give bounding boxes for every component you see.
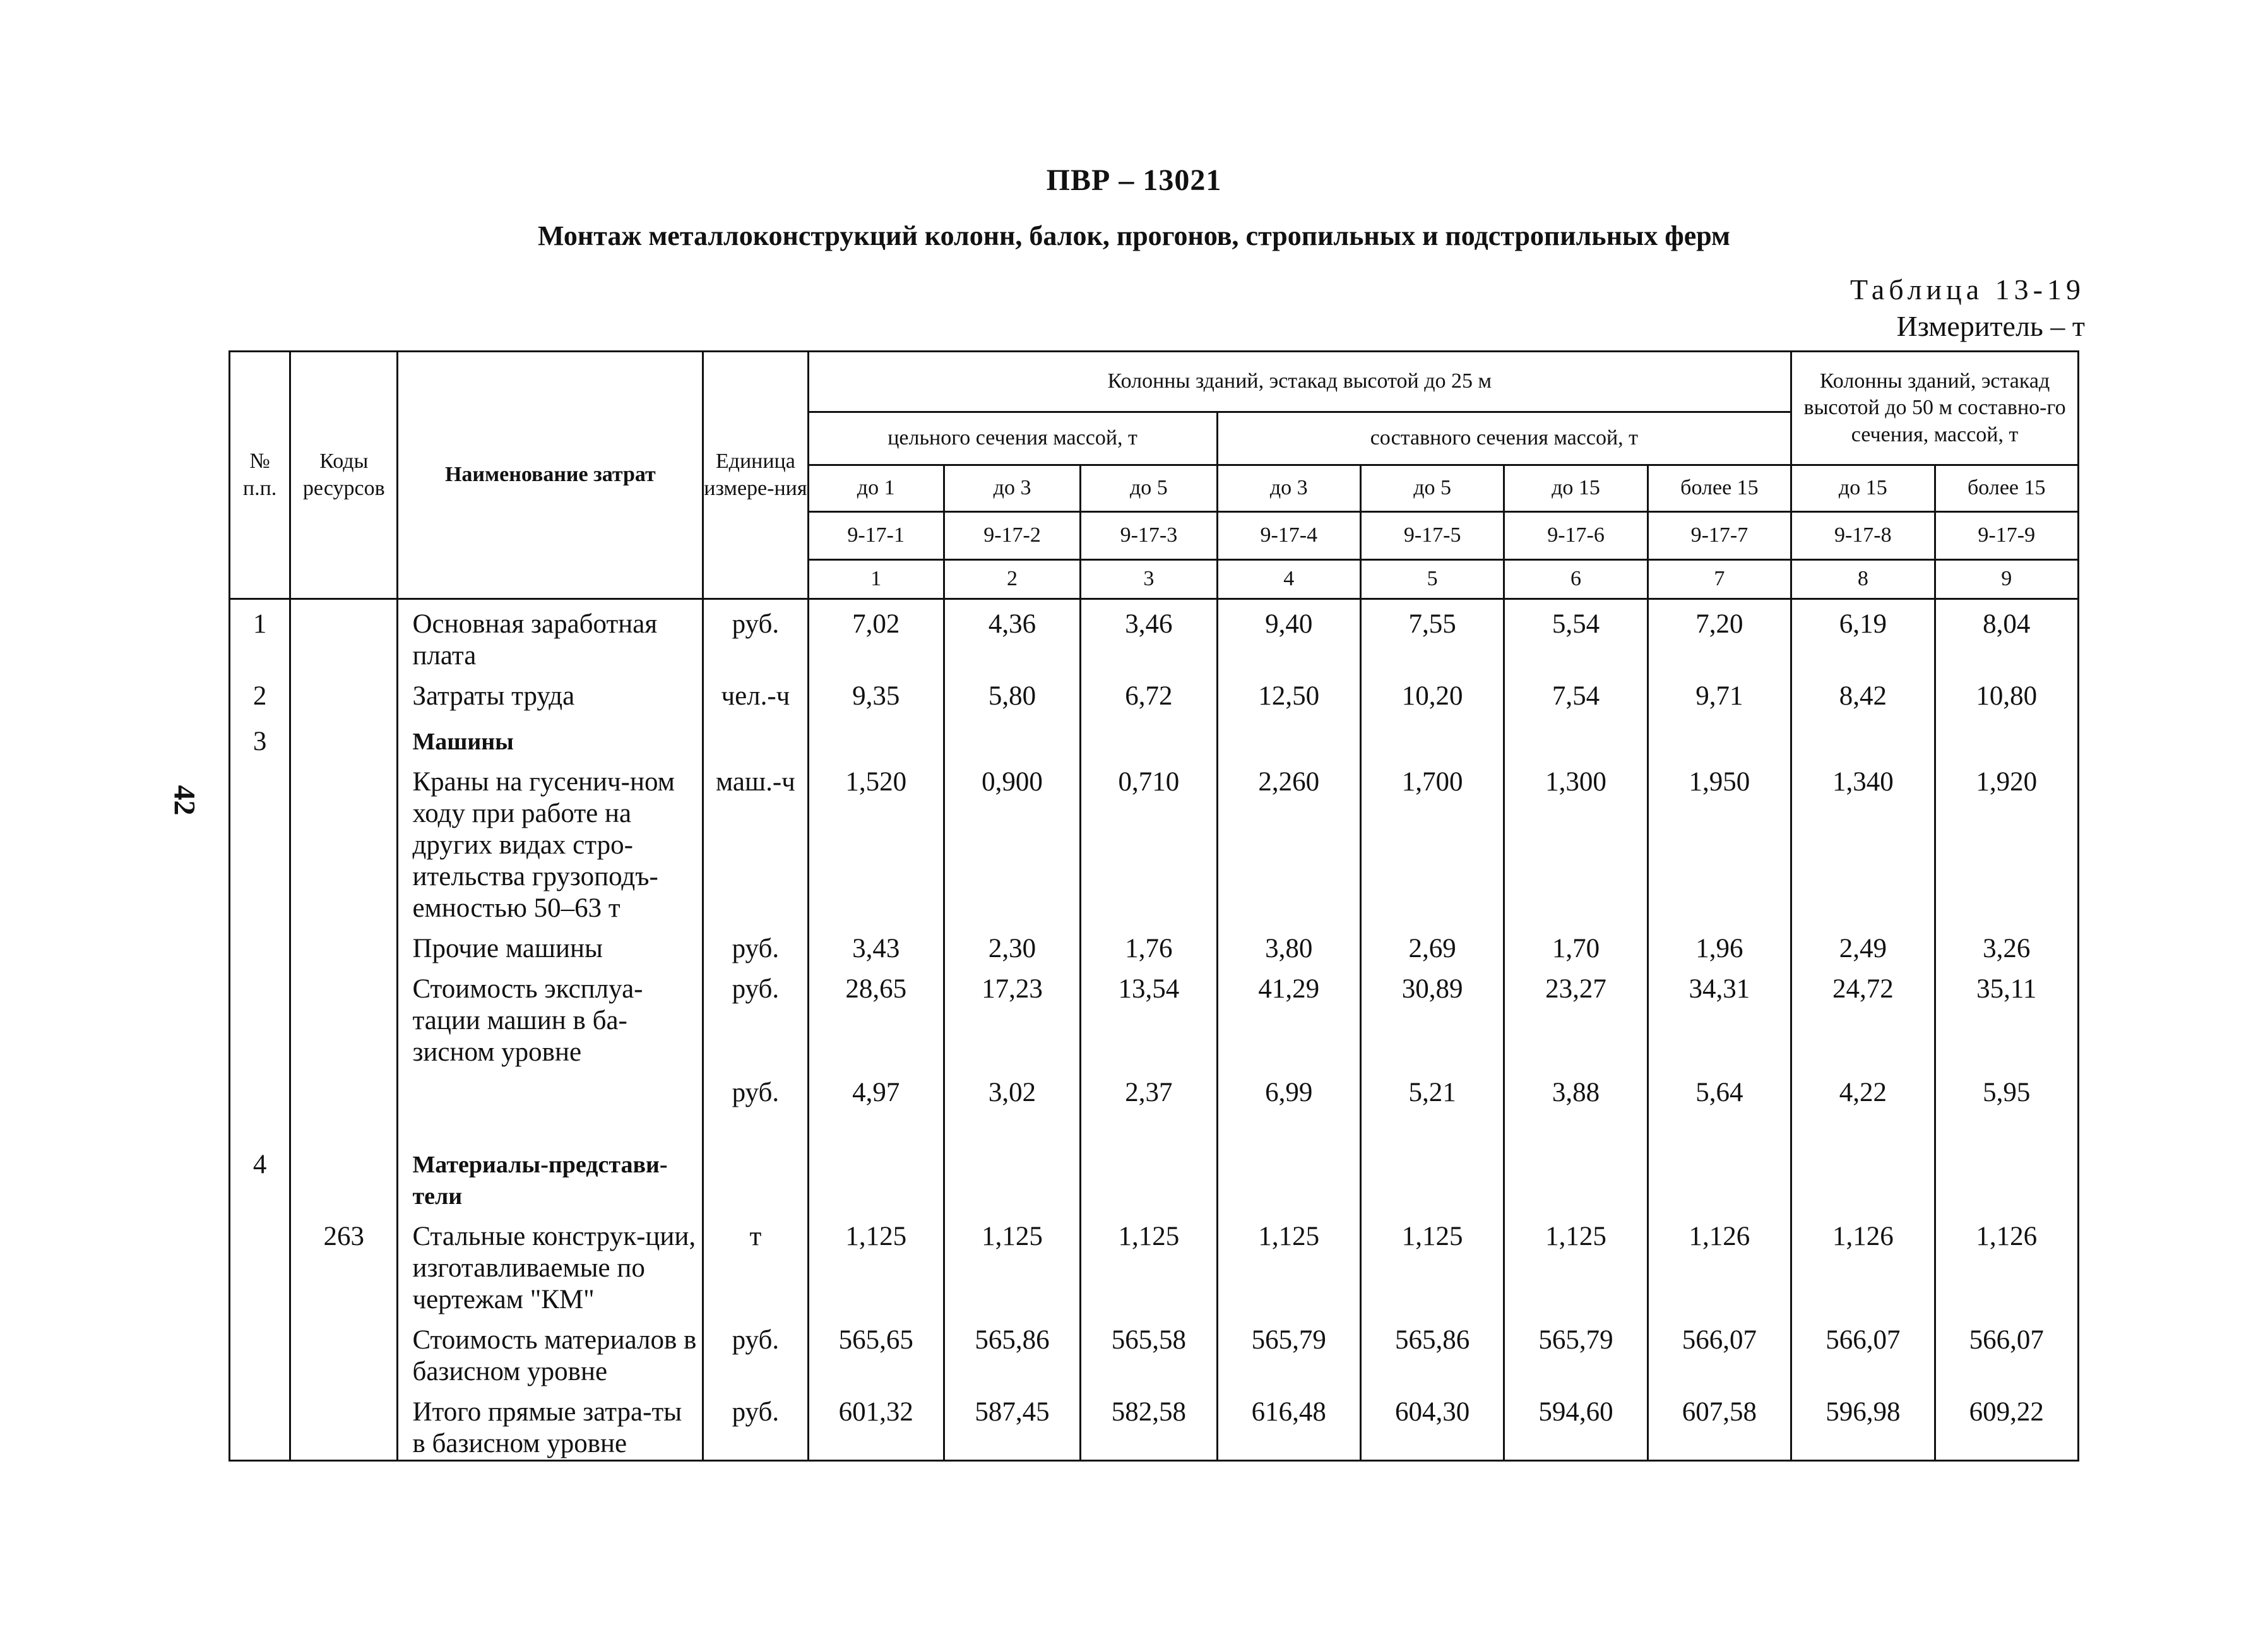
value-cell: 17,23 [944, 965, 1080, 1068]
cost-name: Машины [398, 717, 703, 758]
row-number [230, 1316, 290, 1388]
header-solid-section: цельного сечения массой, т [808, 412, 1217, 465]
value-cell: 594,60 [1504, 1388, 1648, 1461]
code-cell: 9-17-9 [1935, 512, 2079, 560]
table-row [230, 758, 2079, 924]
header-name: Наименование затрат [398, 352, 703, 599]
value-cell: 596,98 [1791, 1388, 1935, 1461]
value-cell [1504, 1140, 1648, 1212]
value-cell: 616,48 [1217, 1388, 1360, 1461]
cost-name: Стальные конструк-ции, изготавливаемые по чертежам "КМ" [398, 1212, 703, 1316]
value-cell: 41,29 [1217, 965, 1360, 1068]
value-cell: 13,54 [1081, 965, 1217, 1068]
value-cell: 10,20 [1360, 672, 1504, 717]
code-cell: 9-17-4 [1217, 512, 1360, 560]
unit-of-measure: т [703, 1212, 808, 1316]
value-cell: 566,07 [1648, 1316, 1791, 1388]
resource-code [290, 672, 398, 717]
resource-code [290, 717, 398, 758]
value-cell: 565,86 [1360, 1316, 1504, 1388]
value-cell: 4,97 [808, 1068, 944, 1140]
header-group-25: Колонны зданий, эстакад высотой до 25 м [808, 352, 1791, 412]
value-cell: 1,125 [1504, 1212, 1648, 1316]
resource-code: 263 [290, 1212, 398, 1316]
cost-name: Краны на гусенич-ном ходу при работе на других видах стро-ительства грузоподъ-емностью 50–63 т [398, 758, 703, 924]
row-number [230, 1212, 290, 1316]
value-cell: 1,920 [1935, 758, 2079, 924]
value-cell: 9,35 [808, 672, 944, 717]
value-cell [1648, 717, 1791, 758]
value-cell: 34,31 [1648, 965, 1791, 1068]
resource-code [290, 1068, 398, 1140]
unit-of-measure: чел.-ч [703, 672, 808, 717]
value-cell: 6,99 [1217, 1068, 1360, 1140]
value-cell [1791, 717, 1935, 758]
unit-label: Измеритель – т [1896, 310, 2085, 342]
resource-code [290, 924, 398, 965]
table-row [230, 1068, 2079, 1140]
column-number: 4 [1217, 560, 1360, 599]
column-number: 7 [1648, 560, 1791, 599]
value-cell [944, 717, 1080, 758]
header-composite-section: составного сечения массой, т [1217, 412, 1791, 465]
cost-name [398, 1068, 703, 1140]
value-cell: 609,22 [1935, 1388, 2079, 1461]
value-cell [1935, 717, 2079, 758]
header-no: № п.п. [230, 352, 290, 599]
mass-cell: более 15 [1648, 465, 1791, 512]
value-cell: 1,76 [1081, 924, 1217, 965]
value-cell: 1,950 [1648, 758, 1791, 924]
value-cell: 28,65 [808, 965, 944, 1068]
code-cell: 9-17-2 [944, 512, 1080, 560]
mass-cell: до 15 [1504, 465, 1648, 512]
value-cell: 5,95 [1935, 1068, 2079, 1140]
code-cell: 9-17-8 [1791, 512, 1935, 560]
value-cell: 30,89 [1360, 965, 1504, 1068]
mass-cell: до 5 [1360, 465, 1504, 512]
value-cell: 2,30 [944, 924, 1080, 965]
code-cell: 9-17-6 [1504, 512, 1648, 560]
value-cell: 1,96 [1648, 924, 1791, 965]
value-cell: 7,55 [1360, 599, 1504, 672]
unit-of-measure: руб. [703, 1388, 808, 1461]
value-cell: 23,27 [1504, 965, 1648, 1068]
value-cell [944, 1140, 1080, 1212]
value-cell [1217, 717, 1360, 758]
cost-name: Прочие машины [398, 924, 703, 965]
value-cell: 0,710 [1081, 758, 1217, 924]
value-cell: 5,64 [1648, 1068, 1791, 1140]
column-number: 6 [1504, 560, 1648, 599]
value-cell [1648, 1140, 1791, 1212]
mass-cell: до 15 [1791, 465, 1935, 512]
header-codes: Коды ресурсов [290, 352, 398, 599]
header-unit: Единица измере-ния [703, 352, 808, 599]
value-cell: 1,126 [1935, 1212, 2079, 1316]
value-cell: 565,79 [1504, 1316, 1648, 1388]
value-cell: 1,125 [944, 1212, 1080, 1316]
value-cell: 10,80 [1935, 672, 2079, 717]
value-cell: 9,71 [1648, 672, 1791, 717]
value-cell: 7,20 [1648, 599, 1791, 672]
column-number: 1 [808, 560, 944, 599]
value-cell [1217, 1140, 1360, 1212]
column-number: 2 [944, 560, 1080, 599]
value-cell: 587,45 [944, 1388, 1080, 1461]
value-cell: 1,126 [1791, 1212, 1935, 1316]
value-cell: 565,79 [1217, 1316, 1360, 1388]
unit-of-measure: маш.-ч [703, 758, 808, 924]
value-cell [1935, 1140, 2079, 1212]
table-label: Таблица 13-19 [1849, 273, 2085, 306]
unit-of-measure: руб. [703, 924, 808, 965]
mass-cell: более 15 [1935, 465, 2079, 512]
resource-code [290, 758, 398, 924]
table-row [230, 965, 2079, 1068]
norms-table [229, 350, 2079, 1462]
cost-name: Итого прямые затра-ты в базисном уровне [398, 1388, 703, 1461]
row-number: 2 [230, 672, 290, 717]
column-number: 5 [1360, 560, 1504, 599]
value-cell: 1,125 [1081, 1212, 1217, 1316]
table-body [230, 599, 2079, 1461]
value-cell: 7,02 [808, 599, 944, 672]
cost-name: Стоимость эксплуа-тации машин в ба-зисном уровне [398, 965, 703, 1068]
value-cell: 5,54 [1504, 599, 1648, 672]
column-number: 8 [1791, 560, 1935, 599]
value-cell: 1,520 [808, 758, 944, 924]
value-cell: 35,11 [1935, 965, 2079, 1068]
value-cell [1504, 717, 1648, 758]
resource-code [290, 965, 398, 1068]
value-cell: 8,42 [1791, 672, 1935, 717]
value-cell: 1,125 [1360, 1212, 1504, 1316]
value-cell: 1,126 [1648, 1212, 1791, 1316]
value-cell: 3,80 [1217, 924, 1360, 965]
unit-of-measure: руб. [703, 1068, 808, 1140]
value-cell [1791, 1140, 1935, 1212]
value-cell: 9,40 [1217, 599, 1360, 672]
cost-name: Затраты труда [398, 672, 703, 717]
value-cell: 1,70 [1504, 924, 1648, 965]
row-number [230, 924, 290, 965]
row-number [230, 965, 290, 1068]
value-cell: 3,43 [808, 924, 944, 965]
value-cell: 582,58 [1081, 1388, 1217, 1461]
value-cell: 1,125 [808, 1212, 944, 1316]
table-row [230, 599, 2079, 672]
value-cell: 2,260 [1217, 758, 1360, 924]
cost-name: Основная заработная плата [398, 599, 703, 672]
code-cell: 9-17-1 [808, 512, 944, 560]
value-cell: 1,340 [1791, 758, 1935, 924]
document-code: ПВР – 13021 [1046, 164, 1222, 197]
value-cell: 2,49 [1791, 924, 1935, 965]
unit-of-measure [703, 1140, 808, 1212]
resource-code [290, 1316, 398, 1388]
value-cell: 7,54 [1504, 672, 1648, 717]
row-number [230, 1388, 290, 1461]
unit-of-measure: руб. [703, 1316, 808, 1388]
table-row [230, 924, 2079, 965]
value-cell: 601,32 [808, 1388, 944, 1461]
mass-cell: до 3 [944, 465, 1080, 512]
value-cell: 5,21 [1360, 1068, 1504, 1140]
value-cell: 3,46 [1081, 599, 1217, 672]
value-cell: 0,900 [944, 758, 1080, 924]
value-cell: 3,88 [1504, 1068, 1648, 1140]
header-group-50: Колонны зданий, эстакад высотой до 50 м составно-го сечения, массой, т [1791, 352, 2079, 465]
table-row [230, 1212, 2079, 1316]
page-number: 42 [167, 785, 201, 816]
value-cell: 565,58 [1081, 1316, 1217, 1388]
row-number [230, 758, 290, 924]
code-cell: 9-17-3 [1081, 512, 1217, 560]
value-cell: 24,72 [1791, 965, 1935, 1068]
table-row [230, 1140, 2079, 1212]
value-cell: 566,07 [1935, 1316, 2079, 1388]
value-cell [808, 717, 944, 758]
resource-code [290, 599, 398, 672]
code-cell: 9-17-5 [1360, 512, 1504, 560]
value-cell: 604,30 [1360, 1388, 1504, 1461]
value-cell: 5,80 [944, 672, 1080, 717]
row-number: 1 [230, 599, 290, 672]
cost-name: Материалы-представи-тели [398, 1140, 703, 1212]
value-cell: 6,19 [1791, 599, 1935, 672]
value-cell: 12,50 [1217, 672, 1360, 717]
row-number: 4 [230, 1140, 290, 1212]
value-cell [1360, 1140, 1504, 1212]
table-row [230, 717, 2079, 758]
value-cell [1360, 717, 1504, 758]
table-row [230, 672, 2079, 717]
value-cell: 6,72 [1081, 672, 1217, 717]
cost-name: Стоимость материалов в базисном уровне [398, 1316, 703, 1388]
mass-cell: до 1 [808, 465, 944, 512]
mass-cell: до 5 [1081, 465, 1217, 512]
resource-code [290, 1388, 398, 1461]
value-cell: 4,36 [944, 599, 1080, 672]
row-number [230, 1068, 290, 1140]
value-cell: 565,86 [944, 1316, 1080, 1388]
value-cell: 1,125 [1217, 1212, 1360, 1316]
table-row [230, 1388, 2079, 1461]
value-cell [1081, 1140, 1217, 1212]
row-number: 3 [230, 717, 290, 758]
value-cell: 2,37 [1081, 1068, 1217, 1140]
column-number: 9 [1935, 560, 2079, 599]
unit-of-measure: руб. [703, 965, 808, 1068]
unit-of-measure: руб. [703, 599, 808, 672]
value-cell: 565,65 [808, 1316, 944, 1388]
value-cell: 2,69 [1360, 924, 1504, 965]
value-cell: 3,26 [1935, 924, 2079, 965]
unit-of-measure [703, 717, 808, 758]
mass-cell: до 3 [1217, 465, 1360, 512]
value-cell [808, 1140, 944, 1212]
code-cell: 9-17-7 [1648, 512, 1791, 560]
value-cell: 3,02 [944, 1068, 1080, 1140]
value-cell: 607,58 [1648, 1388, 1791, 1461]
document-title: Монтаж металлоконструкций колонн, балок, прогонов, стропильных и подстропильных ферм [537, 220, 1731, 251]
resource-code [290, 1140, 398, 1212]
value-cell: 566,07 [1791, 1316, 1935, 1388]
value-cell: 4,22 [1791, 1068, 1935, 1140]
value-cell [1081, 717, 1217, 758]
value-cell: 8,04 [1935, 599, 2079, 672]
column-number: 3 [1081, 560, 1217, 599]
value-cell: 1,700 [1360, 758, 1504, 924]
table-row [230, 1316, 2079, 1388]
value-cell: 1,300 [1504, 758, 1648, 924]
